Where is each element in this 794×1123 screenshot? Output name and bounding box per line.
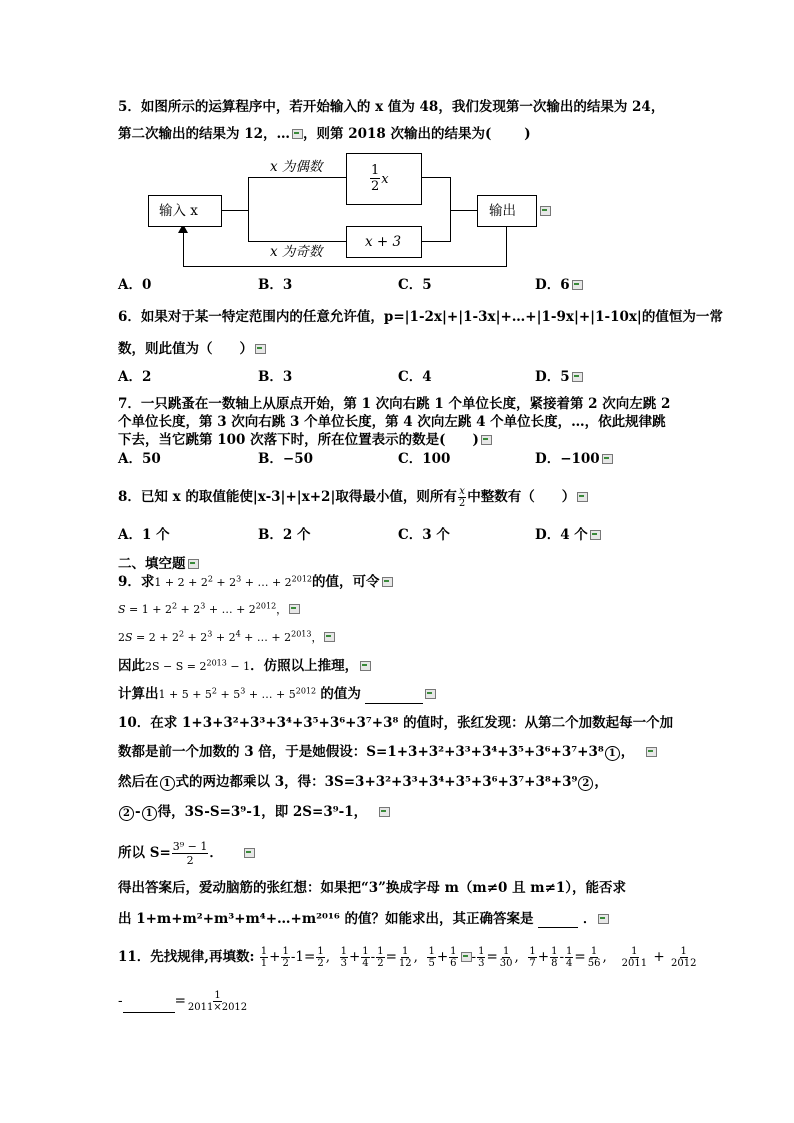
q7-option-a: A．50 — [118, 451, 161, 467]
equation-icon — [292, 129, 303, 139]
q9-diff-base: 2S − S = 2 — [145, 660, 207, 673]
q9-text-a: 9．求 — [118, 574, 155, 590]
den: 2011 — [621, 958, 648, 969]
q11-frac — [528, 946, 536, 969]
q7-option-b: B．−50 — [258, 451, 314, 467]
q8-option-b: B．2 个 — [258, 527, 311, 543]
plus-box — [346, 226, 422, 258]
equation-icon — [382, 577, 393, 587]
q9-line1 — [118, 573, 393, 592]
q8-text-a: 8．已知 x 的取值能使|x-3|+|x+2|取得最小值，则所有 — [118, 489, 457, 505]
equation-icon — [244, 848, 255, 858]
q10-answer-blank[interactable] — [538, 927, 578, 928]
equation-icon — [255, 344, 266, 354]
den: 1 — [260, 958, 268, 969]
num: 1 — [502, 946, 510, 957]
half-num: 1 — [371, 163, 380, 178]
equation-icon — [360, 661, 371, 671]
q10-line2-text: 数都是前一个加数的 3 倍，于是她假设：S=1+3+3²+3³+3⁴+3⁵+3⁶+3⁷+3⁸ — [118, 744, 604, 760]
equation-icon — [461, 952, 472, 962]
q6-line2 — [118, 340, 266, 358]
output-label: 输出 — [489, 203, 516, 219]
q11-frac — [499, 946, 514, 969]
exp: 2013 — [291, 629, 312, 639]
q6-option-a: A．2 — [118, 369, 152, 385]
input-label: 输入 x — [159, 203, 198, 219]
exp: 2012 — [291, 574, 313, 584]
equation-icon — [602, 454, 613, 464]
num: 1 — [529, 946, 536, 957]
q9-text-d: ．仿照以上推理， — [250, 658, 359, 674]
q11-line1: 11．先找规律,再填数: $\frac{1}{1}$ + $\frac{1}{2}$ -1= $\frac{1}{2}$ , $\frac{1}{3}$ + $\frac{1}{4}$ - $\frac{1}{2}$ = $\frac{1}{12}$ , $\frac{1}{5}$ + $\frac{1}{6}$ - $\frac{1}{3}$ = $\frac{1}{30}$ , $\frac{1}{7}$ + $\frac{1}{8}$ - $\frac{1}{4}$ = $\frac{1}{56}$ , $\frac{1}{2011}$ + $\frac{1}{2012}$ — [118, 946, 697, 969]
equation-icon — [425, 689, 436, 699]
q9-expr: $1 + 2 + 2^2 + 2^3$ + … + $2^{2012}$ — [154, 574, 313, 589]
num: 1 — [566, 946, 573, 957]
q8-text-b: 中整数有（ ） — [467, 489, 576, 505]
den: 5 — [428, 958, 435, 969]
q5-option-d — [535, 276, 583, 294]
circle-2-icon: 2 — [119, 806, 134, 821]
q5-option-b: B．3 — [258, 277, 293, 293]
q8-frac-den: 2 — [458, 498, 466, 509]
half-fraction — [370, 163, 380, 194]
q10-line5-end: ． — [209, 845, 223, 861]
q6-line2-text: 数，则此值为（ ） — [118, 341, 253, 357]
q5-line2-paren: ) — [524, 126, 531, 142]
num: 1 — [402, 946, 409, 957]
q6-line1: 6．如果对于某一特定范围内的任意允许值，p=|1-2x|+|1-3x|+…+|1-9x|+|1-10x|的值恒为一常 — [118, 309, 723, 325]
q5-option-d-text: D．6 — [535, 277, 570, 293]
half-var: x — [381, 172, 389, 187]
q10-fraction — [172, 840, 209, 867]
q9-text-f: 的值为 — [320, 686, 361, 702]
q5-line2-text-b: ，则第 2018 次输出的结果为( — [303, 126, 492, 142]
q11-frac — [477, 946, 485, 969]
q7-line1: 7．一只跳蚤在一数轴上从原点开始，第 1 次向右跳 1 个单位长度，紧接着第 2 次向左跳 2 — [118, 396, 671, 412]
q11-frac — [670, 946, 697, 969]
num: 1 — [317, 946, 324, 957]
q10-line3: 然后在 1 式的两边都乘以 3，得：3S=3+3²+3³+3⁴+3⁵+3⁶+3⁷+3⁸+3⁹ 2 ， — [118, 774, 608, 790]
q11-frac — [361, 946, 369, 969]
q8-fraction — [458, 486, 466, 509]
q9-2s-line: $2S = 2 + 2^2 + 2^3 + 2^4$ + … + $2^{2013}$， — [118, 629, 335, 647]
section-title — [118, 555, 199, 573]
q11-frac — [449, 946, 457, 969]
den: 30 — [499, 958, 513, 969]
q9-answer-blank[interactable] — [365, 703, 423, 704]
num: 1 — [377, 946, 384, 957]
den: 8 — [551, 958, 558, 969]
q10-line7 — [118, 910, 609, 928]
q11-label: 11．先找规律,再填数: — [118, 949, 255, 965]
q6-option-d-text: D．5 — [535, 369, 570, 385]
q10-line5 — [118, 840, 255, 867]
equation-icon — [577, 492, 588, 502]
q9-s-line: $S = 1 + 2^2 + 2^3$ + … + $2^{2012}$， — [118, 601, 300, 619]
circle-1-icon: 1 — [605, 746, 620, 761]
q7-option-c: C．100 — [398, 451, 451, 467]
q11-frac — [281, 946, 289, 969]
num: 1 — [282, 946, 289, 957]
circle-1-icon: 1 — [142, 806, 157, 821]
half-expression — [369, 163, 389, 194]
circle-2-icon: 2 — [578, 776, 593, 791]
plus-label: x + 3 — [365, 234, 402, 250]
den: 2011×2012 — [187, 1002, 248, 1013]
equation-icon — [646, 747, 657, 757]
q8-option-c: C．3 个 — [398, 527, 450, 543]
q10-line4 — [118, 803, 390, 821]
q7-option-d — [535, 450, 613, 468]
q8-option-d — [535, 526, 601, 544]
q11-frac — [376, 946, 384, 969]
num: 1 — [551, 946, 558, 957]
q10-line4-text: 得，3S-S=3⁹-1，即 2S=3⁹-1， — [157, 804, 368, 820]
den: 12 — [398, 958, 412, 969]
q9-calc: $1 + 5 + 5^2 + 5^3$ + … + $5^{2012}$ — [158, 686, 317, 701]
q10-line6: 得出答案后，爱动脑筋的张红想：如果把“3”换成字母 m（m≠0 且 m≠1），能否求 — [118, 880, 627, 896]
q11-line2: - = $\frac{1}{2011\times 2012}$ — [118, 990, 248, 1013]
num: 1 — [428, 946, 435, 957]
equation-icon — [572, 280, 583, 290]
q10-frac-num: 3⁹ − 1 — [172, 840, 208, 853]
exp: 2013 — [206, 658, 227, 668]
q7-line3 — [118, 431, 492, 449]
equation-icon — [379, 807, 390, 817]
den: 6 — [450, 958, 457, 969]
den: 2 — [377, 958, 384, 969]
den: 56 — [587, 958, 601, 969]
output-box — [477, 195, 537, 227]
q9-text-c: 因此 — [118, 658, 145, 674]
q7-line3-text: 下去，当它跳第 100 次落下时，所在位置表示的数是( ) — [118, 432, 479, 448]
even-label: x 为偶数 — [270, 159, 323, 175]
q11-one: 1 — [295, 949, 304, 965]
q6-option-b: B．3 — [258, 369, 293, 385]
q9-line5 — [118, 685, 436, 704]
den: 3 — [478, 958, 485, 969]
equation-icon — [188, 559, 199, 569]
num: 1 — [478, 946, 485, 957]
equation-icon — [540, 206, 551, 216]
q11-last-frac — [187, 990, 248, 1013]
q10-line5-text: 所以 S= — [118, 845, 171, 861]
q10-minus: - — [135, 804, 141, 820]
q10-line7-end: ． — [582, 911, 597, 927]
equation-icon — [481, 435, 492, 445]
section-title-text: 二、填空题 — [118, 556, 186, 572]
q9-text-b: 的值，可令 — [312, 574, 380, 590]
exp: 2012 — [255, 601, 277, 611]
q5-line1: 5．如图所示的运算程序中，若开始输入的 x 值为 48，我们发现第一次输出的结果为 24， — [118, 99, 665, 115]
q8-option-d-text: D．4 个 — [535, 527, 588, 543]
circle-1-icon: 1 — [160, 776, 175, 791]
q11-frac — [427, 946, 435, 969]
q11-frac — [260, 946, 268, 969]
num: 1 — [214, 990, 221, 1001]
den: 2012 — [670, 958, 697, 969]
q8-frac-num: x — [459, 486, 465, 497]
den: 4 — [566, 958, 573, 969]
q11-frac — [340, 946, 348, 969]
q9-diff — [145, 660, 250, 673]
q10-frac-den: 2 — [186, 854, 194, 867]
q7-line2: 个单位长度，第 3 次向右跳 3 个单位长度，第 4 次向左跳 4 个单位长度，…，依此规律跳 — [118, 414, 666, 430]
equation-icon — [572, 372, 583, 382]
q11-frac — [550, 946, 558, 969]
exp: 2 — [207, 574, 213, 584]
q5-option-c: C．5 — [398, 277, 432, 293]
den: 2 — [282, 958, 289, 969]
q6-option-c: C．4 — [398, 369, 432, 385]
equation-icon — [590, 530, 601, 540]
q11-frac — [621, 946, 648, 969]
q10-line3-text-b: 式的两边都乘以 3，得：3S=3+3²+3³+3⁴+3⁵+3⁶+3⁷+3⁸+3⁹ — [175, 774, 578, 790]
den: 4 — [362, 958, 369, 969]
q9-expr-base: 1 + 2 + 2 — [154, 576, 208, 589]
num: 1 — [450, 946, 457, 957]
input-box — [148, 195, 222, 227]
den: 7 — [529, 958, 536, 969]
exp: 2012 — [295, 686, 317, 696]
den: 3 — [340, 958, 347, 969]
num: 1 — [362, 946, 369, 957]
num: 1 — [680, 946, 687, 957]
q9-line4 — [118, 657, 371, 676]
q11-frac — [316, 946, 324, 969]
q8-option-a: A．1 个 — [118, 527, 170, 543]
q5-line2 — [118, 125, 531, 143]
q11-frac — [587, 946, 602, 969]
q10-line2: 数都是前一个加数的 3 倍，于是她假设：S=1+3+3²+3³+3⁴+3⁵+3⁶+3⁷+3⁸ 1 ， — [118, 743, 657, 761]
half-den: 2 — [371, 179, 380, 194]
q11-frac — [565, 946, 573, 969]
q5-line2-text: 第二次输出的结果为 12，… — [118, 126, 290, 142]
q9-text-e: 计算出 — [118, 686, 159, 702]
q11-answer-blank[interactable] — [123, 1012, 175, 1013]
equation-icon — [324, 632, 335, 642]
q11-frac — [398, 946, 413, 969]
den: 2 — [317, 958, 324, 969]
num: 1 — [260, 946, 268, 957]
num: 1 — [631, 946, 638, 957]
q10-line3-text-a: 然后在 — [118, 774, 159, 790]
q7-option-d-text: D．−100 — [535, 451, 600, 467]
q10-line7-text: 出 1+m+m²+m³+m⁴+…+m²⁰¹⁶ 的值？如能求出，其正确答案是 — [118, 911, 534, 927]
odd-label: x 为奇数 — [270, 244, 323, 260]
half-box — [346, 153, 422, 205]
q10-line1: 10．在求 1+3+3²+3³+3⁴+3⁵+3⁶+3⁷+3⁸ 的值时，张红发现：从第二个加数起每一个加 — [118, 715, 674, 731]
q6-option-d — [535, 368, 583, 386]
exp: 3 — [236, 574, 242, 584]
equation-icon — [598, 914, 609, 924]
num: 1 — [340, 946, 347, 957]
q9-diff-tail: − 1 — [226, 660, 251, 673]
q8-line1 — [118, 486, 588, 509]
equation-icon — [289, 604, 300, 614]
q5-option-a: A．0 — [118, 277, 152, 293]
num: 1 — [590, 946, 598, 957]
